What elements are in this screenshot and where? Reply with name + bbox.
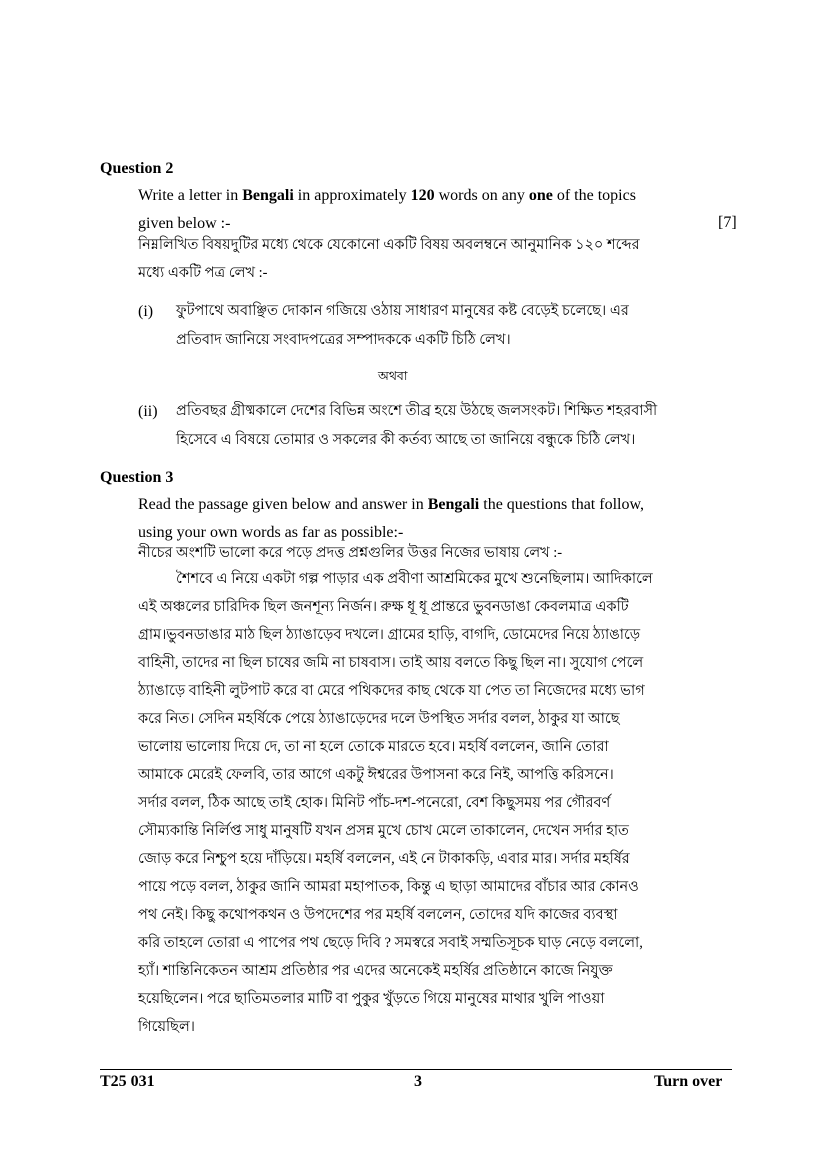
passage-line-1: শৈশবে এ নিয়ে একটা গল্প পাড়ার এক প্রবীণা আশ্রমিকের মুখে শুনেছিলাম। আদিকালে: [176, 571, 653, 587]
passage-line-12: পায়ে পড়ে বলল, ঠাকুর জানি আমরা মহাপাতক, কিন্তু এ ছাড়া আমাদের বাঁচার আর কোনও: [138, 879, 639, 895]
q3-instruction-en-line1: [138, 491, 690, 519]
passage-line-16: হয়েছিলেন। পরে ছাতিমতলার মাটি বা পুকুর খুঁড়তে গিয়ে মানুষের মাথার খুলি পাওয়া: [138, 991, 605, 1007]
q3-bold-bengali: Bengali: [427, 496, 480, 513]
q2-option-2-line2: হিসেবে এ বিষয়ে তোমার ও সকলের কী কর্তব্য আছে তা জানিয়ে বন্ধুকে চিঠি লেখ।: [176, 432, 636, 448]
passage-line-8: আমাকে মেরেই ফেলবি, তার আগে একটু ঈশ্বরের উপাসনা করে নিই, আপত্তি করিসনে।: [138, 767, 614, 783]
q2-instruction-bn-line2: মধ্যে একটি পত্র লেখ :-: [138, 265, 268, 281]
q2-option-1-line2: প্রতিবাদ জানিয়ে সংবাদপত্রের সম্পাদককে একটি চিঠি লেখ।: [176, 332, 511, 348]
passage-line-10: সৌম্যকান্তি নির্লিপ্ত সাধু মানুষটি যখন প্রসন্ন মুখে চোখ মেলে তাকালেন, দেখেন সর্দার হাত: [138, 823, 629, 839]
q3-instruction-en-line2: using your own words as far as possible:-: [138, 524, 404, 541]
passage-line-13: পথ নেই। কিছু কথোপকথন ও উপদেশের পর মহর্ষি বললেন, তোদের যদি কাজের ব্যবস্থা: [138, 907, 618, 923]
footer-turn-over: Turn over: [654, 1073, 723, 1090]
question-3-title: Question 3: [100, 469, 174, 486]
q3-instruction-bn-line: নীচের অংশটি ভালো করে পড়ে প্রদত্ত প্রশ্নগুলির উত্তর নিজের ভাষায় লেখ :-: [138, 545, 563, 561]
q2-option-1-label: (i): [138, 303, 154, 320]
q2-option-2-line1: প্রতিবছর গ্রীষ্মকালে দেশের বিভিন্ন অংশে তীব্র হয়ে উঠছে জলসংকট। শিক্ষিত শহরবাসী: [176, 403, 658, 419]
passage-line-11: জোড় করে নিশ্চুপ হয়ে দাঁড়িয়ে। মহর্ষি বললেন, এই নে টাকাকড়ি, এবার মার। সর্দার মহর্ষির: [138, 851, 630, 867]
q2-bold-one: one: [528, 187, 553, 204]
footer-divider: [100, 1069, 732, 1070]
q2-instruction-en: [138, 182, 690, 238]
q2-marks: [7]: [718, 214, 737, 231]
passage-line-14: করি তাহলে তোরা এ পাপের পথ ছেড়ে দিবি ? সমস্বরে সবাই সম্মতিসূচক ঘাড় নেড়ে বললো,: [138, 935, 643, 951]
q3-text-c: the questions that follow,: [479, 496, 644, 513]
q2-bold-120: 120: [410, 187, 435, 204]
q2-instruction-bn-line1: নিম্নলিখিত বিষয়দুটির মধ্যে থেকে যেকোনো একটি বিষয় অবলম্বনে আনুমানিক ১২০ শব্দের: [138, 237, 640, 253]
q2-bold-bengali: Bengali: [242, 187, 294, 204]
passage-line-9: সর্দার বলল, ঠিক আছে তাই হোক। মিনিট পাঁচ-দশ-পনেরো, বেশ কিছুসময় পর গৌরবর্ণ: [138, 795, 611, 811]
footer-paper-code: T25 031: [100, 1073, 155, 1090]
q2-text-g: of the topics: [552, 187, 636, 204]
passage-line-2: এই অঞ্চলের চারিদিক ছিল জনশূন্য নির্জন। রুক্ষ ধূ ধূ প্রান্তরে ভুবনডাঙা কেবলমাত্র একটি: [138, 599, 629, 615]
passage-line-6: করে নিত। সেদিন মহর্ষিকে পেয়ে ঠ্যাঙাড়েদের দলে উপস্থিত সর্দার বলল, ঠাকুর যা আছে: [138, 711, 620, 727]
passage-line-15: হ্যাঁ। শান্তিনিকেতন আশ্রম প্রতিষ্ঠার পর এদের অনেকেই মহর্ষির প্রতিষ্ঠানে কাজে নিযুক্ত: [138, 963, 613, 979]
passage-line-17: গিয়েছিল।: [138, 1019, 195, 1035]
q3-instruction-en: [138, 491, 690, 547]
footer-page-number: 3: [414, 1073, 422, 1090]
passage-line-3: গ্রাম।ভুবনডাঙার মাঠ ছিল ঠ্যাঙাড়েব দখলে। গ্রামের হাড়ি, বাগদি, ডোমেদের নিয়ে ঠ্যাঙাড়ে: [138, 627, 641, 643]
q2-text-e: words on any: [434, 187, 529, 204]
passage-line-5: ঠ্যাঙাড়ে বাহিনী লুটপাট করে বা মেরে পথিকদের কাছ থেকে যা পেত তা নিজেদের মধ্যে ভাগ: [138, 683, 645, 699]
q3-text-a: Read the passage given below and answer in: [138, 496, 428, 513]
q2-option-1-line1: ফুটপাথে অবাঞ্ছিত দোকান গজিয়ে ওঠায় সাধারণ মানুষের কষ্ট বেড়েই চলেছে। এর: [176, 303, 629, 319]
q2-option-2-label: (ii): [138, 403, 158, 420]
passage-line-7: ভালোয় ভালোয় দিয়ে দে, তা না হলে তোকে মারতে হবে। মহর্ষি বললেন, জানি তোরা: [138, 739, 609, 755]
q2-or-divider: অথবা: [378, 369, 408, 383]
q2-text-c: in approximately: [293, 187, 411, 204]
question-2-title: Question 2: [100, 160, 174, 177]
q2-instruction-en-line1: [138, 182, 690, 210]
q2-text-a: Write a letter in: [138, 187, 243, 204]
passage-line-4: বাহিনী, তাদের না ছিল চাষের জমি না চাষবাস। তাই আয় বলতে কিছু ছিল না। সুযোগ পেলে: [138, 655, 644, 671]
q2-instruction-en-line2: given below :-: [138, 215, 231, 232]
